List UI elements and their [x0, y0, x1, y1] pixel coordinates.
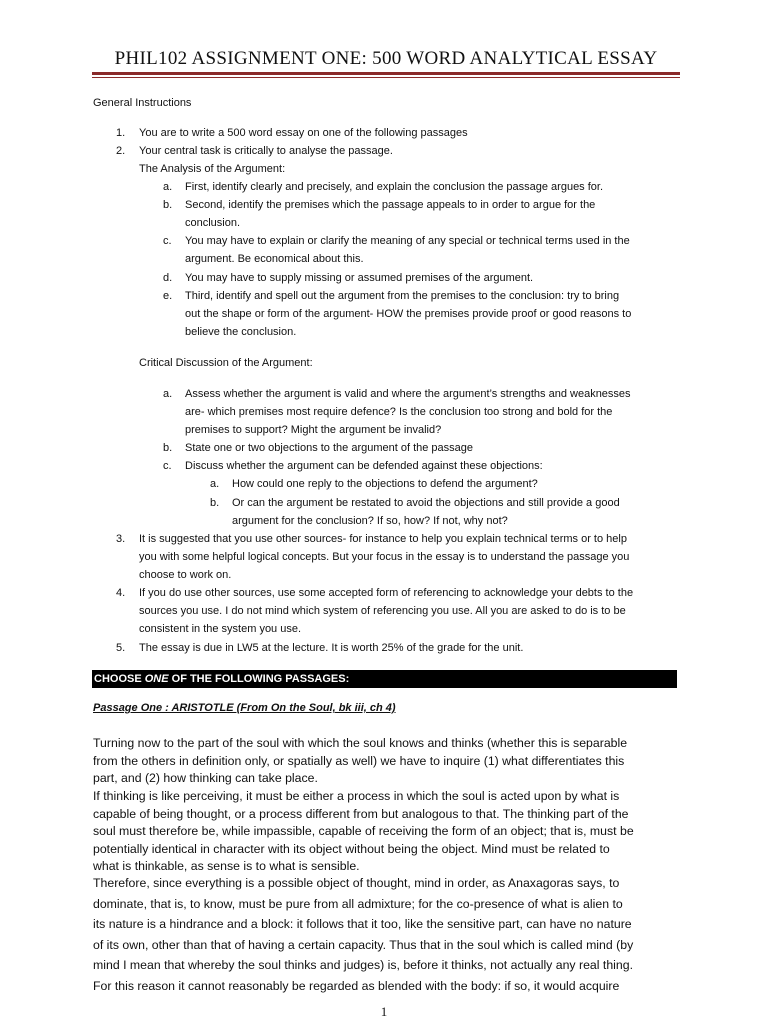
passage-line: For this reason it cannot reasonably be regarded as blended with the body: if so, it would acquire [93, 978, 620, 993]
analysis-heading: The Analysis of the Argument: [139, 163, 286, 175]
passage-line: soul must therefore be, while impassible, capable of receiving the form of an object; that is, must be [93, 824, 634, 839]
critical-subpoint-letter: b. [210, 497, 220, 509]
passage-line: If thinking is like perceiving, it must be either a process in which the soul is acted upon by what is [93, 789, 620, 803]
critical-point-line: State one or two objections to the argument of the passage [185, 442, 474, 454]
critical-subpoint-line: argument for the conclusion? If so, how? If not, why not? [232, 515, 508, 527]
analysis-point-line: You may have to supply missing or assumed premises of the argument. [185, 272, 534, 284]
banner-text-emphasis: ONE [144, 673, 169, 685]
passage-line: Turning now to the part of the soul with which the soul knows and thinks (whether this is separable [93, 736, 628, 750]
passage-line: potentially identical in character with its object without being the object. Mind must be related to [93, 841, 610, 856]
item-number: 2. [116, 145, 126, 157]
analysis-point-letter: c. [163, 235, 172, 247]
title-rule-thick [92, 72, 680, 75]
item-line: you with some helpful logical concepts. But your focus in the essay is to understand the passage you [139, 551, 630, 563]
choose-passage-banner [92, 670, 677, 688]
passage-line: part, and (2) how thinking can take place. [93, 771, 318, 786]
item-number: 5. [116, 642, 126, 654]
page-title: PHIL102 ASSIGNMENT ONE: 500 WORD ANALYTICAL ESSAY [114, 48, 658, 69]
item-line: It is suggested that you use other sources- for instance to help you explain technical terms or to help [139, 533, 627, 545]
passage-line: what is thinkable, as sense is to what is sensible. [93, 859, 360, 874]
passage-line: its nature is a hindrance and a block: it follows that it too, like the sensitive part, can have no nature [93, 917, 632, 932]
item-number: 1. [116, 127, 126, 139]
item-line: The essay is due in LW5 at the lecture. It is worth 25% of the grade for the unit. [139, 642, 524, 654]
passage-heading: Passage One : ARISTOTLE (From On the Soul, bk iii, ch 4) [93, 702, 396, 714]
item-number: 4. [116, 587, 126, 599]
passage-line: mind I mean that whereby the soul thinks and judges) is, before it thinks, not actually any real thing. [93, 958, 633, 973]
banner-text-pre: CHOOSE [94, 673, 145, 685]
critical-point-line: Assess whether the argument is valid and where the argument’s strengths and weaknesses [185, 388, 631, 400]
passage-line: capable of being thought, or a process different from but analogous to that. The thinking part of the [93, 806, 629, 821]
analysis-point-line: conclusion. [185, 217, 241, 229]
passage-paragraph [93, 788, 683, 876]
analysis-point-letter: e. [163, 290, 173, 302]
analysis-point-line: First, identify clearly and precisely, and explain the conclusion the passage argues for. [185, 181, 604, 193]
analysis-point-letter: d. [163, 272, 173, 284]
item-line: sources you use. I do not mind which system of referencing you use. All you are asked to do is to be [139, 605, 626, 617]
item-number: 3. [116, 533, 126, 545]
banner-text-post: OF THE FOLLOWING PASSAGES: [168, 673, 350, 685]
item-line: choose to work on. [139, 569, 232, 581]
critical-point-line: Discuss whether the argument can be defended against these objections: [185, 460, 543, 472]
passage-line: from the others in definition only, or spatially as well) we have to inquire (1) what differentiates this [93, 753, 625, 768]
analysis-point-line: out the shape or form of the argument- HOW the premises provide proof or good reasons to [185, 308, 632, 320]
analysis-point-letter: b. [163, 199, 173, 211]
analysis-point-letter: a. [163, 181, 173, 193]
item-text: Your central task is critically to analyse the passage. [139, 145, 393, 157]
general-instructions-heading: General Instructions [93, 97, 192, 109]
critical-subpoint-line: Or can the argument be restated to avoid the objections and still provide a good [232, 497, 620, 509]
analysis-point-line: argument. Be economical about this. [185, 253, 364, 265]
critical-subpoint-line: How could one reply to the objections to defend the argument? [232, 478, 538, 490]
item-text: You are to write a 500 word essay on one of the following passages [139, 127, 468, 139]
item-line: If you do use other sources, use some accepted form of referencing to acknowledge your debts to the [139, 587, 634, 599]
analysis-point-line: Second, identify the premises which the passage appeals to in order to argue for the [185, 199, 596, 211]
critical-heading: Critical Discussion of the Argument: [139, 357, 313, 369]
critical-subpoint-letter: a. [210, 478, 220, 490]
page-number: 1 [380, 1004, 388, 1019]
passage-line: Therefore, since everything is a possible object of thought, mind in order, as Anaxagoras says, to [93, 876, 620, 890]
analysis-point-line: Third, identify and spell out the argument from the premises to the conclusion: try to bring [185, 290, 620, 302]
analysis-point-line: You may have to explain or clarify the meaning of any special or technical terms used in the [185, 235, 630, 247]
critical-point-letter: c. [163, 460, 172, 472]
passage-line: dominate, that is, to know, must be pure from all admixture; for the co-presence of what is alien to [93, 896, 623, 911]
item-line: consistent in the system you use. [139, 623, 302, 635]
title-rule-thin [92, 77, 680, 78]
passage-paragraph [93, 735, 683, 788]
critical-point-line: premises to support? Might the argument be invalid? [185, 424, 442, 436]
analysis-point-line: believe the conclusion. [185, 326, 297, 338]
critical-point-letter: a. [163, 388, 173, 400]
passage-paragraph [93, 873, 683, 997]
passage-line: of its own, other than that of having a certain capacity. Thus that in the soul which is called mind (by [93, 937, 634, 952]
critical-point-line: are- which premises most require defence? Is the conclusion too strong and bold for the [185, 406, 613, 418]
critical-point-letter: b. [163, 442, 173, 454]
